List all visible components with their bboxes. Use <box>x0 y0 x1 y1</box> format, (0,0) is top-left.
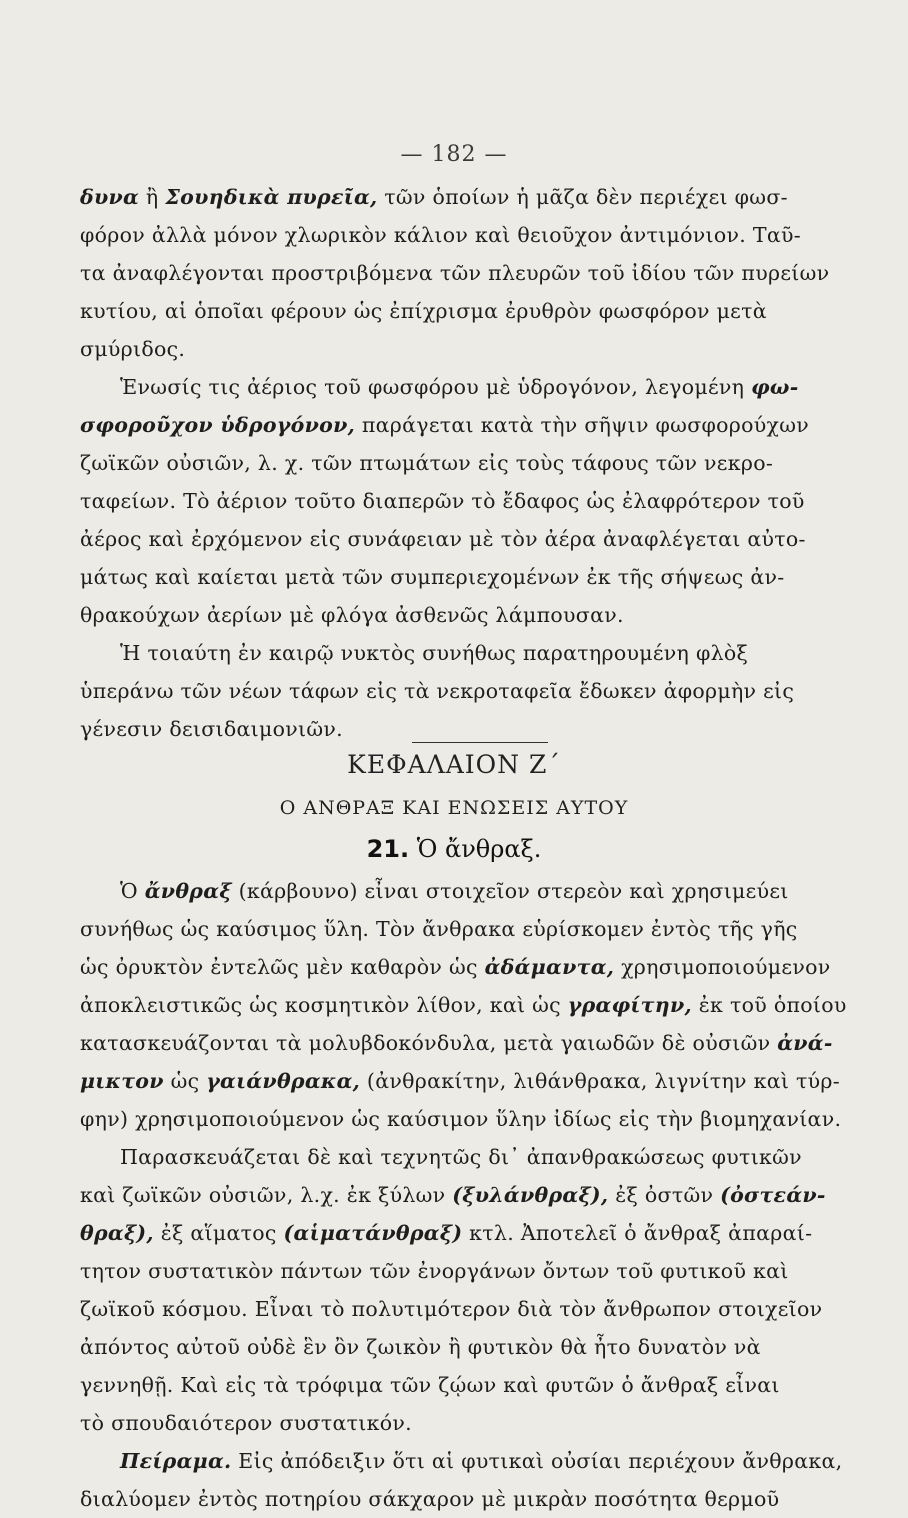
emphasis-text: Σουηδικὰ πυρεῖα, <box>165 185 378 209</box>
text-run: τῶν ὁποίων ἡ μᾶζα δὲν περιέχει φωσ- <box>377 185 788 209</box>
text-line <box>80 1062 894 1100</box>
emphasis-text: Πείραμα. <box>120 1449 232 1473</box>
emphasis-text: (αἱματάνθραξ) <box>283 1221 463 1245</box>
emphasis-text: (ὀστεάν- <box>720 1183 826 1207</box>
text-run: (κάρβουνο) εἶναι στοιχεῖον στερεὸν καὶ χρησιμεύει <box>231 879 789 903</box>
text-run: κυτίου, αἱ ὁποῖαι φέρουν ὡς ἐπίχρισμα ἐρυθρὸν φωσφόρον μετὰ <box>80 299 767 323</box>
emphasis-text: δυνα <box>80 185 140 209</box>
text-run: διαλύομεν ἐντὸς ποτηρίου σάκχαρον μὲ μικρὰν ποσότητα θερμοῦ <box>80 1487 780 1511</box>
text-line <box>80 1442 894 1480</box>
text-line <box>80 1100 894 1138</box>
section-title: Ὁ ἄνθραξ. <box>416 835 542 863</box>
text-run: ἀπόντος αὐτοῦ οὐδὲ ἓν ὂν ζωικὸν ἢ φυτικὸν θὰ ἦτο δυνατὸν νὰ <box>80 1335 761 1359</box>
text-line <box>80 634 894 672</box>
text-line <box>80 254 894 292</box>
emphasis-text: φω- <box>751 375 799 399</box>
text-run: ταφείων. Τὸ ἀέριον τοῦτο διαπερῶν τὸ ἔδαφος ὡς ἐλαφρότερον τοῦ <box>80 489 805 513</box>
text-run: φην) χρησιμοποιούμενον ὡς καύσιμον ὕλην ἰδίως εἰς τὴν βιομηχανίαν. <box>80 1107 842 1131</box>
text-line <box>80 1480 894 1518</box>
text-line <box>80 1366 894 1404</box>
text-run: θρακούχων ἀερίων μὲ φλόγα ἀσθενῶς λάμπουσαν. <box>80 603 624 627</box>
text-line <box>80 520 894 558</box>
text-line <box>80 558 894 596</box>
emphasis-text: ἀδάμαντα, <box>484 955 615 979</box>
text-run: Παρασκευάζεται δὲ καὶ τεχνητῶς δι᾽ ἀπανθρακώσεως φυτικῶν <box>120 1145 802 1169</box>
text-run: Ἡ τοιαύτη ἐν καιρῷ νυκτὸς συνήθως παρατηρουμένη φλὸξ <box>120 641 749 665</box>
text-run: παράγεται κατὰ τὴν σῆψιν φωσφορούχων <box>355 413 810 437</box>
text-run: ἐξ αἵματος <box>153 1221 284 1245</box>
text-line <box>80 444 894 482</box>
emphasis-text: ἄνθραξ <box>144 879 232 903</box>
text-line <box>80 178 894 216</box>
text-run: μάτως καὶ καίεται μετὰ τῶν συμπεριεχομένων ἐκ τῆς σήψεως ἀν- <box>80 565 785 589</box>
text-run: φόρον ἀλλὰ μόνον χλωρικὸν κάλιον καὶ θειοῦχον ἀντιμόνιον. Ταῦ- <box>80 223 802 247</box>
chapter-title: ΚΕΦΑΛΑΙΟΝ Ζ΄ <box>347 750 561 779</box>
text-line <box>80 292 894 330</box>
emphasis-text: γραφίτην, <box>567 993 692 1017</box>
emphasis-text: μικτον <box>80 1069 164 1093</box>
emphasis-text: θραξ), <box>80 1221 154 1245</box>
text-run: ζωϊκοῦ κόσμου. Εἶναι τὸ πολυτιμότερον διὰ τὸν ἄνθρωπον στοιχεῖον <box>80 1297 823 1321</box>
text-line <box>80 1024 894 1062</box>
text-run: χρησιμοποιούμενον <box>614 955 831 979</box>
text-run: κατασκευάζονται τὰ μολυβδοκόνδυλα, μετὰ γαιωδῶν δὲ οὐσιῶν <box>80 1031 778 1055</box>
text-run: ὡς <box>163 1069 207 1093</box>
text-line <box>80 216 894 254</box>
section-heading <box>0 835 908 863</box>
text-line <box>80 910 894 948</box>
text-line <box>80 482 894 520</box>
text-line <box>80 1328 894 1366</box>
text-line <box>80 1214 894 1252</box>
text-run: συνήθως ὡς καύσιμος ὕλη. Τὸν ἄνθρακα εὑρίσκομεν ἐντὸς τῆς γῆς <box>80 917 798 941</box>
paragraph-block-top <box>80 178 894 748</box>
text-line <box>80 406 894 444</box>
text-run: Εἰς ἀπόδειξιν ὅτι αἱ φυτικαὶ οὐσίαι περιέχουν ἄνθρακα, <box>231 1449 843 1473</box>
text-run: τα ἀναφλέγονται προστριβόμενα τῶν πλευρῶν τοῦ ἰδίου τῶν πυρείων <box>80 261 830 285</box>
paragraph-block-bottom <box>80 872 894 1518</box>
text-run: Ὁ <box>120 879 145 903</box>
emphasis-text: ἀνά- <box>777 1031 833 1055</box>
text-line <box>80 330 894 368</box>
text-run: ἀέρος καὶ ἐρχόμενον εἰς συνάφειαν μὲ τὸν ἀέρα ἀναφλέγεται αὐτο- <box>80 527 806 551</box>
text-run: καὶ ζωϊκῶν οὐσιῶν, λ.χ. ἐκ ξύλων <box>80 1183 453 1207</box>
text-run: τὸ σπουδαιότερον συστατικόν. <box>80 1411 412 1435</box>
text-run: ὡς ὀρυκτὸν ἐντελῶς μὲν καθαρὸν ὡς <box>80 955 485 979</box>
text-line <box>80 1404 894 1442</box>
text-run: κτλ. Ἀποτελεῖ ὁ ἄνθραξ ἀπαραί- <box>462 1221 813 1245</box>
text-run: ἀποκλειστικῶς ὡς κοσμητικὸν λίθον, καὶ ὡς <box>80 993 568 1017</box>
text-line <box>80 1290 894 1328</box>
text-line <box>80 948 894 986</box>
text-line <box>80 596 894 634</box>
text-run: ἢ <box>139 185 166 209</box>
text-line <box>80 1138 894 1176</box>
text-run: τητον συστατικὸν πάντων τῶν ἐνοργάνων ὄντων τοῦ φυτικοῦ καὶ <box>80 1259 789 1283</box>
text-run: ζωϊκῶν οὐσιῶν, λ. χ. τῶν πτωμάτων εἰς τοὺς τάφους τῶν νεκρο- <box>80 451 774 475</box>
emphasis-text: σφοροῦχον ὑδρογόνον, <box>80 413 356 437</box>
text-run: Ἑνωσίς τις ἀέριος τοῦ φωσφόρου μὲ ὑδρογόνον, λεγομένη <box>120 375 752 399</box>
text-run: ὑπεράνω τῶν νέων τάφων εἰς τὰ νεκροταφεῖα ἔδωκεν ἀφορμὴν εἰς <box>80 679 795 703</box>
text-run: (ἀνθρακίτην, λιθάνθρακα, λιγνίτην καὶ τύρ- <box>360 1069 841 1093</box>
text-run: γεννηθῇ. Καὶ εἰς τὰ τρόφιμα τῶν ζῴων καὶ φυτῶν ὁ ἄνθραξ εἶναι <box>80 1373 780 1397</box>
text-run: γένεσιν δεισιδαιμονιῶν. <box>80 717 343 741</box>
text-line <box>80 872 894 910</box>
emphasis-text: γαιάνθρακα, <box>206 1069 361 1093</box>
text-line <box>80 1176 894 1214</box>
section-number: 21. <box>366 835 410 863</box>
text-run: ἐκ τοῦ ὁποίου <box>691 993 847 1017</box>
text-run: σμύριδος. <box>80 337 186 361</box>
section-divider <box>412 742 548 743</box>
text-line <box>80 368 894 406</box>
emphasis-text: (ξυλάνθραξ), <box>452 1183 609 1207</box>
text-line <box>80 1252 894 1290</box>
text-line <box>80 986 894 1024</box>
text-run: ἐξ ὀστῶν <box>608 1183 721 1207</box>
chapter-subtitle: Ο ΑΝΘΡΑΞ ΚΑΙ ΕΝΩΣΕΙΣ ΑΥΤΟΥ <box>279 797 629 819</box>
text-line <box>80 672 894 710</box>
page-number: — 182 — <box>400 142 508 167</box>
